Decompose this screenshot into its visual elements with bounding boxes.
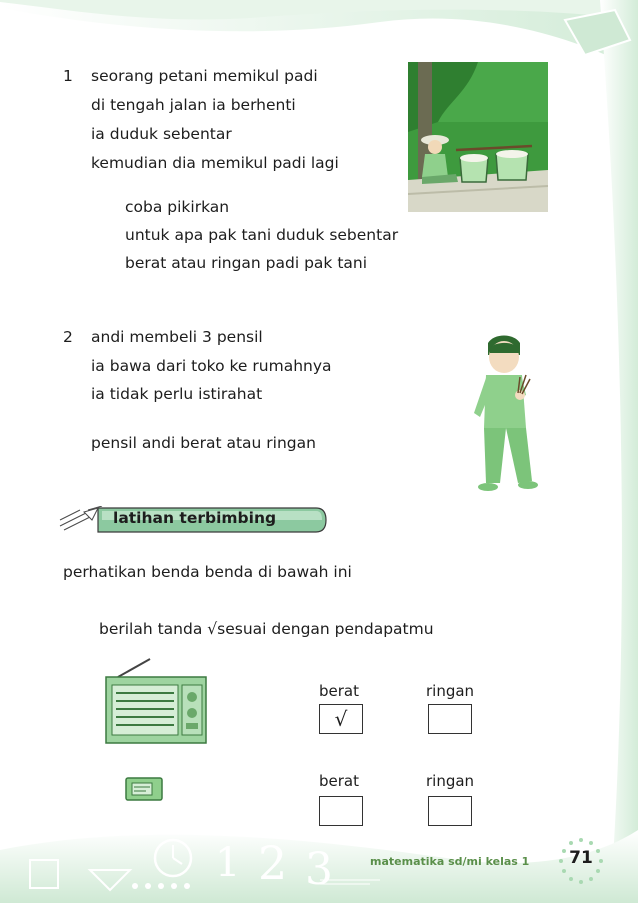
book-title: matematika sd/mi kelas 1: [370, 855, 530, 868]
light-checkbox[interactable]: [428, 796, 472, 826]
light-checkbox[interactable]: [428, 704, 472, 734]
heavy-checkbox[interactable]: √: [319, 704, 363, 734]
heavy-label: berat: [319, 772, 359, 790]
problem-1-question: untuk apa pak tani duduk sebentar: [125, 226, 399, 244]
problem-2-number: 2: [63, 328, 73, 346]
problem-1-question: coba pikirkan: [125, 198, 230, 216]
heavy-checkbox[interactable]: [319, 796, 363, 826]
section-title: latihan terbimbing: [113, 509, 277, 527]
problem-1-line: kemudian dia memikul padi lagi: [91, 154, 339, 172]
farmer-illustration: [408, 62, 548, 212]
problem-1-line: seorang petani memikul padi: [91, 67, 318, 85]
light-label: ringan: [426, 682, 475, 700]
eraser-illustration: [124, 774, 164, 802]
problem-2-line: andi membeli 3 pensil: [91, 328, 263, 346]
problem-1-line: ia duduk sebentar: [91, 125, 232, 143]
light-label: ringan: [426, 772, 475, 790]
problem-2-line: ia tidak perlu istirahat: [91, 385, 263, 403]
section-prompt: berilah tanda √sesuai dengan pendapatmu: [99, 620, 434, 638]
footer-digit: 2: [258, 836, 288, 890]
problem-2-question: pensil andi berat atau ringan: [91, 434, 316, 452]
page-number: 71: [569, 848, 593, 868]
footer-digit: 3: [305, 844, 333, 895]
problem-1-question: berat atau ringan padi pak tani: [125, 254, 368, 272]
boy-illustration: [466, 333, 551, 493]
heavy-label: berat: [319, 682, 359, 700]
section-instruction: perhatikan benda benda di bawah ini: [63, 563, 352, 581]
problem-2-line: ia bawa dari toko ke rumahnya: [91, 357, 332, 375]
footer-digit: 1: [215, 840, 241, 886]
problem-1-line: di tengah jalan ia berhenti: [91, 96, 296, 114]
problem-1-number: 1: [63, 67, 73, 85]
radio-illustration: [104, 655, 210, 745]
